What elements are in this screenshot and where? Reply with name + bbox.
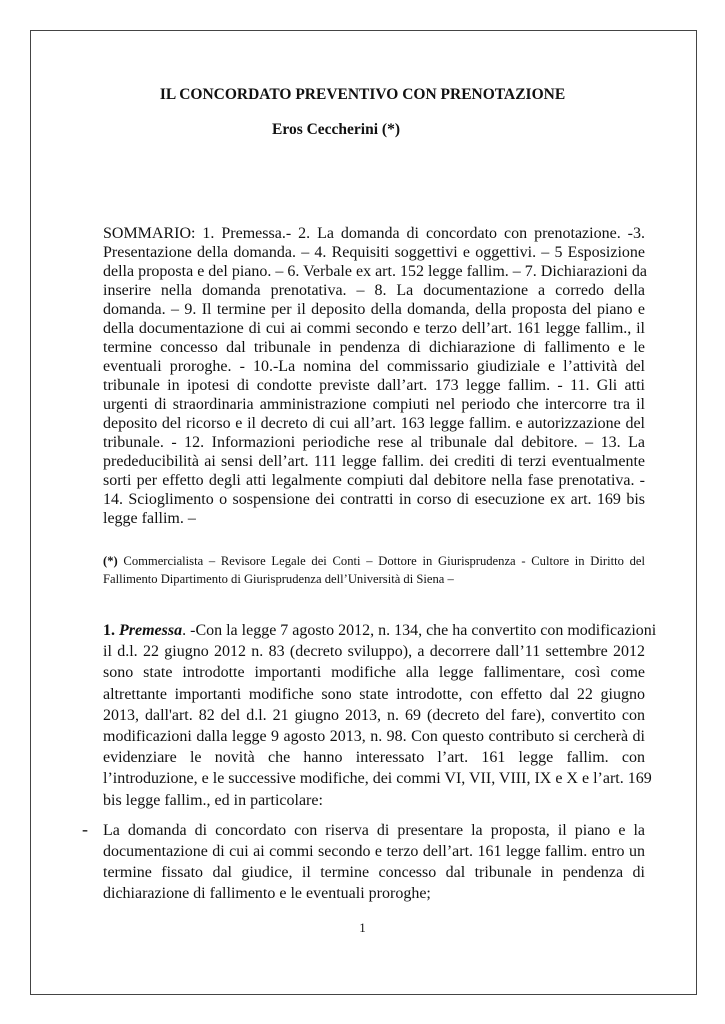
paragraph-line: SOMMARIO: 1. Premessa.- 2. La domanda di concordato con prenotazione. -3. [103, 225, 645, 242]
paragraph-line: tribunale in ipotesi di condotte previste dall’art. 173 legge fallim. - 11. Gli atti [103, 377, 645, 394]
paragraph-line: il d.l. 22 giugno 2012 n. 83 (decreto sviluppo), a decorrere dall’11 settembre 2012 [103, 643, 645, 661]
paragraph-line: della documentazione di cui ai commi secondo e terzo dell’art. 161 legge fallim., il [103, 320, 645, 337]
footnote-line: Fallimento Dipartimento di Giurisprudenza dell’Università di Siena – [103, 572, 454, 586]
paragraph-line: deposito del ricorso e il decreto di cui all’art. 163 legge fallim. e autorizzazione del [103, 415, 645, 432]
bullet-marker: - [82, 819, 88, 839]
paragraph-line: dichiarazione di fallimento e le eventuali proroghe; [103, 885, 431, 902]
document-title: IL CONCORDATO PREVENTIVO CON PRENOTAZIONE [159, 86, 566, 103]
footnote-marker: (*) [103, 554, 118, 568]
paragraph-line: Presentazione della domanda. – 4. Requisiti soggettivi e oggettivi. – 5 Esposizione [103, 244, 645, 261]
summary [103, 224, 645, 528]
paragraph-line: prededucibilità ai sensi dell’art. 111 legge fallim. dei crediti di terzi eventualmente [103, 453, 645, 470]
paragraph-line: termine fissato dal giudice, il termine concesso dal tribunale in pendenza di [103, 864, 645, 881]
paragraph-line: tribunale. - 12. Informazioni periodiche rese al tribunale dal debitore. – 13. La [103, 434, 645, 451]
paragraph-line: eventuali proroghe. - 10.-La nomina del commissario giudiziale e l’attività del [103, 358, 645, 375]
paragraph-line: urgenti di straordinaria amministrazione compiuti nel periodo che intercorre tra il [103, 396, 645, 413]
paragraph-line: sono state introdotte importanti modifiche alla legge fallimentare, così come [103, 664, 645, 682]
section-heading: Premessa [119, 622, 183, 639]
paragraph-line: La domanda di concordato con riserva di presentare la proposta, il piano e la [103, 822, 645, 839]
author-name: Eros Ceccherini (*) [272, 121, 400, 138]
section-premessa [103, 620, 657, 811]
paragraph-line: 2013, dall'art. 82 del d.l. 21 giugno 2013, n. 69 (decreto del fare), convertito con [103, 706, 645, 724]
paragraph-line: sorti per effetto degli atti legalmente compiuti dal debitore nella fase prenotativa. - [103, 472, 645, 489]
paragraph-line: domanda. – 9. Il termine per il deposito della domanda, della proposta del piano e [103, 301, 645, 318]
paragraph-line: inserire nella domanda prenotativa. – 8. La documentazione a corredo della [103, 282, 645, 299]
paragraph-line: . -Con la legge 7 agosto 2012, n. 134, che ha convertito con modificazioni [182, 622, 657, 639]
page-number: 1 [359, 920, 366, 935]
paragraph-line: della proposta e del piano. – 6. Verbale ex art. 152 legge fallim. – 7. Dichiarazioni da [103, 263, 647, 280]
paragraph-line: bis legge fallim., ed in particolare: [103, 791, 323, 809]
paragraph-line: l’introduzione, e le successive modifiche, dei commi VI, VII, VIII, IX e X e l’art. 169 [103, 770, 652, 788]
paragraph-line: modificazioni dalla legge 9 agosto 2013, n. 98. Con questo contributo si cercherà di [103, 727, 645, 745]
paragraph-line: documentazione di cui ai commi secondo e terzo dell’art. 161 legge fallim. entro un [103, 843, 645, 860]
paragraph-line: legge fallim. – [103, 510, 196, 527]
paragraph-line: evidenziare le novità che hanno interessato l’art. 161 legge fallim. con [103, 749, 645, 767]
section-number: 1. [103, 622, 115, 639]
footnote [103, 552, 645, 588]
paragraph-line: termine concesso dal tribunale in pendenza di dichiarazione di fallimento e le [103, 339, 645, 356]
paragraph-line: 14. Scioglimento o sospensione dei contratti in corso di esecuzione ex art. 169 bis [103, 491, 645, 508]
paragraph-line: altrettante importanti modifiche sono state introdotte, con effetto dal 22 giugno [103, 685, 645, 703]
footnote-line: Commercialista – Revisore Legale dei Conti – Dottore in Giurisprudenza - Cultore in Diritto del [117, 554, 645, 568]
bullet-item [103, 820, 645, 904]
